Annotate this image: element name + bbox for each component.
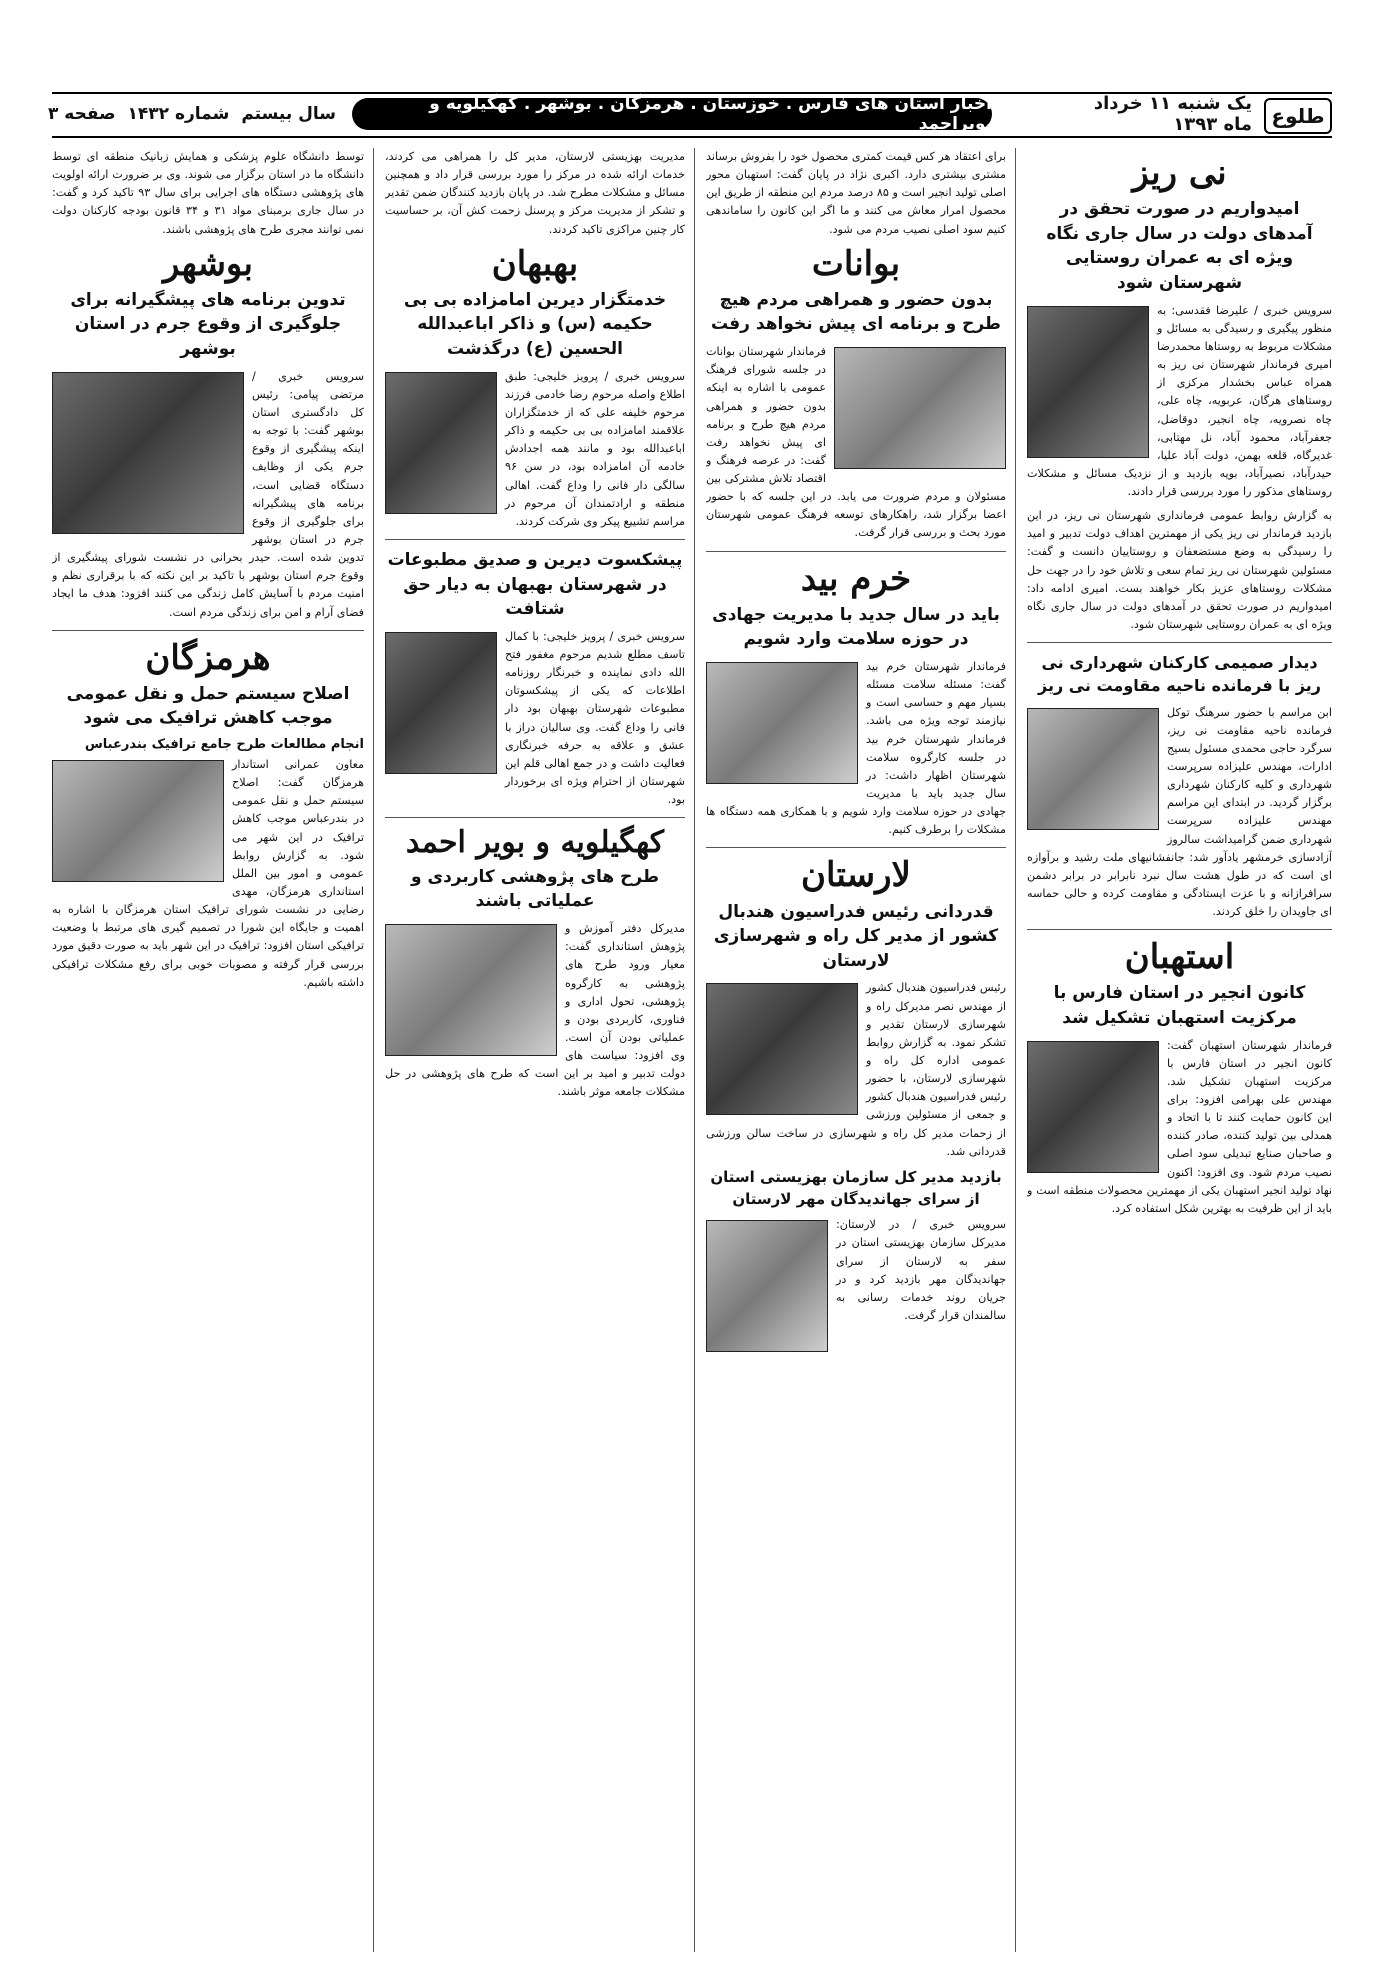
column-rule — [694, 148, 695, 1952]
article-headline: خدمتگزار دیرین امامزاده بی بی حکیمه (س) و ذاکر اباعبدالله الحسین (ع) درگذشت — [403, 289, 667, 360]
newspaper-page — [48, 92, 1332, 1952]
article-photo — [1027, 708, 1159, 830]
article-photo — [706, 662, 858, 784]
article-body: مدیرکل دفتر آموزش و پژوهش استانداری گفت: معیار ورود طرح های پژوهشی به کارگروه پژوهشی، تحول اداری و فناوری، کاربردی بودن و عملیاتی بودن آن است. وی افزود: سیاست های دولت تدبیر و امید بر این است که طرح های پژوهشی در حل مشکلات جامعه موثر باشند. — [385, 922, 685, 1099]
article-photo — [52, 760, 224, 882]
article-body: توسط دانشگاه علوم پزشکی و همایش زبانیک منطقه ای توسط دانشگاه ما در استان برگزار می شوند. وی بر ضرورت ارائه اولویت های پژوهشی دستگاه های اجرایی برای سال ۹۳ تاکید کرد و گفت: در سال جاری برمبنای مواد ۳۱ و ۳۴ قانون بودجه کارکنان دولت نمی توانند مجری طرح های پژوهشی باشند. — [52, 150, 364, 236]
article-kicker: بهبهان — [491, 243, 579, 284]
article-kicker: استهبان — [1124, 937, 1235, 978]
article-body: به گزارش روابط عمومی فرمانداری شهرستان نی ریز، در این بازدید فرماندار نی ریز یکی از مهمترین اهداف دولت تدبیر و امید را رسیدگی به وضع مستضعفان و روستاییان دانست و گفت: مسئولین شهرستان نی ریز تمام سعی و تلاش خود را در جهت حل مشکلات روستاهای عزیز بکار خواهند بست. امیری ادامه داد: امیدواریم در صورت تحقق در آمدهای دولت در سال جاری نگاه ویژه ای به عمران روستایی شهرستان شود. — [1027, 509, 1332, 632]
portrait-photo — [385, 632, 497, 774]
article-headline: تدوین برنامه های پیشگیرانه برای جلوگیری از وقوع جرم در استان بوشهر — [70, 289, 346, 360]
article-headline: پیشکسوت دیرین و صدیق مطبوعات در شهرستان بهبهان به دیار حق شتافت — [387, 549, 683, 620]
article-kicker: لارستان — [801, 855, 911, 896]
issue-info — [48, 98, 336, 130]
column-rule — [373, 148, 374, 1952]
divider — [1027, 642, 1332, 643]
article-kicker: خرم بید — [800, 558, 912, 599]
article-body: ابن مراسم با حضور سرهنگ توکل فرمانده ناحیه مقاومت نی ریز، سرگرد حاجی محمدی مسئول بسیج ادارات، مهندس علیزاده سرپرست شهرداری و کلیه کارکنان شهرداری برگزار گردید. در ابتدای این مراسم مهندس علیزاده سرپرست شهرداری ضمن گرامیداشت سالروز آزادسازی خرمشهر یادآور شد: جانفشانیهای ملت رشید و برآوازه ای است که در طول هشت سال نبرد نابرابر در برابر دشمن سرافرازانه و با عزت ایستادگی و مقاومت کرده و حالی حماسه ای جاویدان را خلق کردند. — [1027, 705, 1332, 919]
article-headline: بازدید مدیر کل سازمان بهزیستی استان از سرای جهاندیدگان مهر لارستان — [710, 1167, 1002, 1208]
column-1 — [1027, 148, 1332, 1952]
article-photo — [834, 347, 1006, 469]
article-body: فرماندار شهرستان بوانات در جلسه شورای فرهنگ عمومی با اشاره به اینکه بدون حضور و همراهی مردم هیچ طرح و برنامه ای پیش نخواهد رفت گفت: در عرصه فرهنگ و اقتصاد تلاش مشترکی بین مسئولان و مردم ضرورت می یابد. در این جلسه که با حضور اعضا برگزار شد، راهکارهای توسعه فرهنگ عمومی شهرستان مورد بحث و بررسی قرار گرفت. — [706, 345, 1006, 540]
article-kicker: بوشهر — [163, 243, 253, 284]
issue-number: شماره ۱۴۳۲ — [127, 104, 230, 124]
article-photo — [52, 372, 244, 534]
article-body: سرویس خبری / مرتضی پیامی: رئیس کل دادگستری استان بوشهر گفت: با توجه به اینکه پیشگیری از وقوع جرم یکی از وظایف دستگاه قضایی است، برنامه های پیشگیرانه برای جلوگیری از وقوع جرم در استان بوشهر تدوین شده است. حیدر بحرانی در نشست شورای پیشگیری از وقوع جرم استان بوشهر با تاکید بر این نکته که با برقراری نظم و امنیت مردم با آسایش کامل زندگی می کنند افزود: هدف ما ایجاد فضای آرام و امن برای زندگی مردم است. — [52, 369, 364, 619]
divider — [1027, 929, 1332, 930]
article-headline: باید در سال جدید با مدیریت جهادی در حوزه سلامت وارد شویم — [712, 604, 1000, 650]
article-photo — [706, 983, 858, 1115]
column-3 — [385, 148, 685, 1952]
article-body: مدیریت بهزیستی لارستان، مدیر کل را همراهی می کردند، خدمات ارائه شده در مرکز را مورد بررسی قرار داد و همچنین مسائل و مشکلات مطرح شد. در پایان بازدید کنندگان ضمن تقدیر و تشکر از مدیریت مرکز و پرسنل زحمت کش آن، بر حساسیت کار چنین مراکزی تاکید کردند. — [385, 150, 685, 236]
article-headline: امیدواریم در صورت تحقق در آمدهای دولت در سال جاری نگاه ویژه ای به عمران روستایی شهرستان شود — [1046, 199, 1313, 294]
article-headline: بدون حضور و همراهی مردم هیچ طرح و برنامه ای پیش نخواهد رفت — [711, 289, 1001, 335]
divider — [706, 551, 1006, 552]
article-photo — [706, 1220, 828, 1352]
article-headline: کانون انجیر در استان فارس با مرکزیت استهبان تشکیل شد — [1053, 983, 1306, 1028]
article-kicker: نی ریز — [1132, 153, 1227, 193]
issue-date: یک شنبه ۱۱ خرداد ماه ۱۳۹۳ — [1093, 93, 1252, 135]
article-headline: طرح های پژوهشی کاربردی و عملیاتی باشند — [411, 866, 659, 912]
article-body: سرویس خبری / در لارستان: مدیرکل سازمان بهزیستی استان در سفر به لارستان از سرای جهاندیدگان مهر بازدید کرد و در جریان روند خدمات رسانی به سالمندان قرار گرفت. — [836, 1218, 1006, 1323]
section-banner: اخبار استان های فارس . خوزستان . هرمزگان . بوشهر . کهگیلویه و بویراحمد — [352, 98, 992, 130]
article-body: معاون عمرانی استاندار هرمزگان گفت: اصلاح سیستم حمل و نقل عمومی در بندرعباس موجب کاهش ترافیک در این شهر می شود. به گزارش روابط عمومی و امور بین الملل استانداری هرمزگان، مهدی رضایی در نشست شورای ترافیک استان هرمزگان با اشاره به اهمیت و جایگاه این شورا در تصمیم گیری های مرتبط با وضعیت ترافیکی استان افزود: ترافیک در این شهر باید به صورت دقیق مورد بررسی قرار گرفته و مصوبات خوبی برای رفع مشکلات ترافیکی داشته باشیم. — [52, 758, 364, 989]
portrait-photo — [385, 372, 497, 514]
article-headline: قدردانی رئیس فدراسیون هندبال کشور از مدیر کل راه و شهرسازی لارستان — [713, 901, 999, 971]
divider — [385, 539, 685, 540]
article-headline: دیدار صمیمی کارکنان شهرداری نی ریز با فرمانده ناحیه مقاومت نی ریز — [1037, 653, 1321, 696]
column-rule — [1015, 148, 1016, 1952]
column-2 — [706, 148, 1006, 1952]
article-kicker: هرمزگان — [145, 637, 271, 678]
article-lead: سرویس خبری / علیرضا فقدسی: به منظور پیگیری و رسیدگی به مسائل و مشکلات مربوط به روستاها محمدرضا امیری فرماندار شهرستان نی ریز به همراه عباس بخشدار مرکزی از روستاهای هرگان، عربویه، چاه علی، چاه نصرویه، چاه انجیر، دوقاضل، جعفرآباد، محمود آباد، نل مهتابی، غدیرگاه، قلعه بهمن، دولت آباد علیا، حیدرآباد، نصیرآباد، بویه بازدید و از نزدیک مسائل و مشکلات روستاهای مذکور را مورد بررسی قرار دادند. — [1027, 303, 1332, 499]
article-body: سرویس خبری / پرویز خلیجی: با کمال تاسف مطلع شدیم مرحوم مغفور فتح الله دادی نماینده و خبرنگار روزنامه اطلاعات که یکی از پیشکسوتان مطبوعات شهرستان بهبهان بود دار فانی را وداع گفت. وی سالیان دراز با عشق و علاقه به حرفه خبرنگاری فعالیت داشت و در جمع اهالی قلم این شهرستان از احترام ویژه ای برخوردار بود. — [505, 629, 685, 807]
article-photo — [1027, 306, 1149, 458]
divider — [385, 817, 685, 818]
page-number: صفحه ۳ — [48, 104, 116, 124]
article-kicker: بوانات — [811, 243, 901, 284]
article-body: فرماندار شهرستان خرم بید گفت: مسئله سلامت مسئله بسیار مهم و حساسی است و نیازمند توجه ویژه می باشد. فرماندار شهرستان خرم بید در جلسه کارگروه سلامت شهرستان اظهار داشت: در سال جدید باید با مدیریت جهادی در حوزه سلامت وارد شویم و با همکاری همه دستگاه ها مشکلات را برطرف کنیم. — [706, 660, 1006, 837]
divider — [52, 630, 364, 631]
article-body: رئیس فدراسیون هندبال کشور از مهندس نصر مدیرکل راه و شهرسازی لارستان تقدیر و تشکر نمود. به گزارش روابط عمومی اداره کل راه و شهرسازی لارستان، با حضور رئیس فدراسیون هندبال کشور و جمعی از مسئولین ورزشی از زحمات مدیر کل راه و شهرسازی در ساخت سالن ورزشی قدردانی شد. — [706, 981, 1006, 1158]
column-4 — [52, 148, 364, 1952]
article-body: فرماندار شهرستان استهبان گفت: کانون انجیر در استان فارس با مرکزیت استهبان تشکیل شد. مهندس علی بهرامی افزود: برای این کانون حمایت کنند تا با اتحاد و همدلی بین تولید کننده، صادر کننده و صاحبان صنایع تبدیلی سود اصلی نصیب مردم شود. وی افزود: اکنون نهاد تولید انجیر استهبان یکی از مهمترین محصولات منطقه است و باید از این ظرفیت به بهترین شکل استفاده کرد. — [1027, 1038, 1332, 1215]
article-headline: اصلاح سیستم حمل و نقل عمومی موجب کاهش ترافیک می شود — [66, 683, 350, 729]
article-kicker: کهگیلویه و بویر احمد — [405, 825, 665, 861]
divider — [706, 847, 1006, 848]
year-label: سال بیستم — [241, 104, 336, 124]
masthead — [48, 92, 1332, 138]
article-body: برای اعتقاد هر کس قیمت کمتری محصول خود را بفروش برساند مشتری بیشتری دارد. اکبری نژاد در پایان گفت: استهبان محور اصلی تولید انجیر است و ۸۵ درصد مردم این منطقه از طریق این محصول امرار معاش می کنند و ما اگر این کانون را ساماندهی کنیم سود اصلی نصیب مردم می شود. — [706, 150, 1006, 236]
article-subhead: انجام مطالعات طرح جامع ترافیک بندرعباس — [84, 737, 364, 753]
article-body: سرویس خبری / پرویز خلیجی: طبق اطلاع واصله مرحوم رضا خادمی فرزند مرحوم خلیفه علی که از خدمتگزاران علاقمند امامزاده بی بی حکیمه و ذاکر اباعبدالله بود و مانند همه اجدادش خادمه آن امامزاده بود، در سن ۹۶ سالگی دار فانی را وداع گفت. اهالی منطقه و ارادتمندان آن مرحوم در مراسم تشییع پیکر وی شرکت کردند. — [505, 369, 685, 528]
article-photo — [385, 924, 557, 1056]
newspaper-logo: طلوع — [1264, 98, 1332, 134]
article-photo — [1027, 1041, 1159, 1173]
